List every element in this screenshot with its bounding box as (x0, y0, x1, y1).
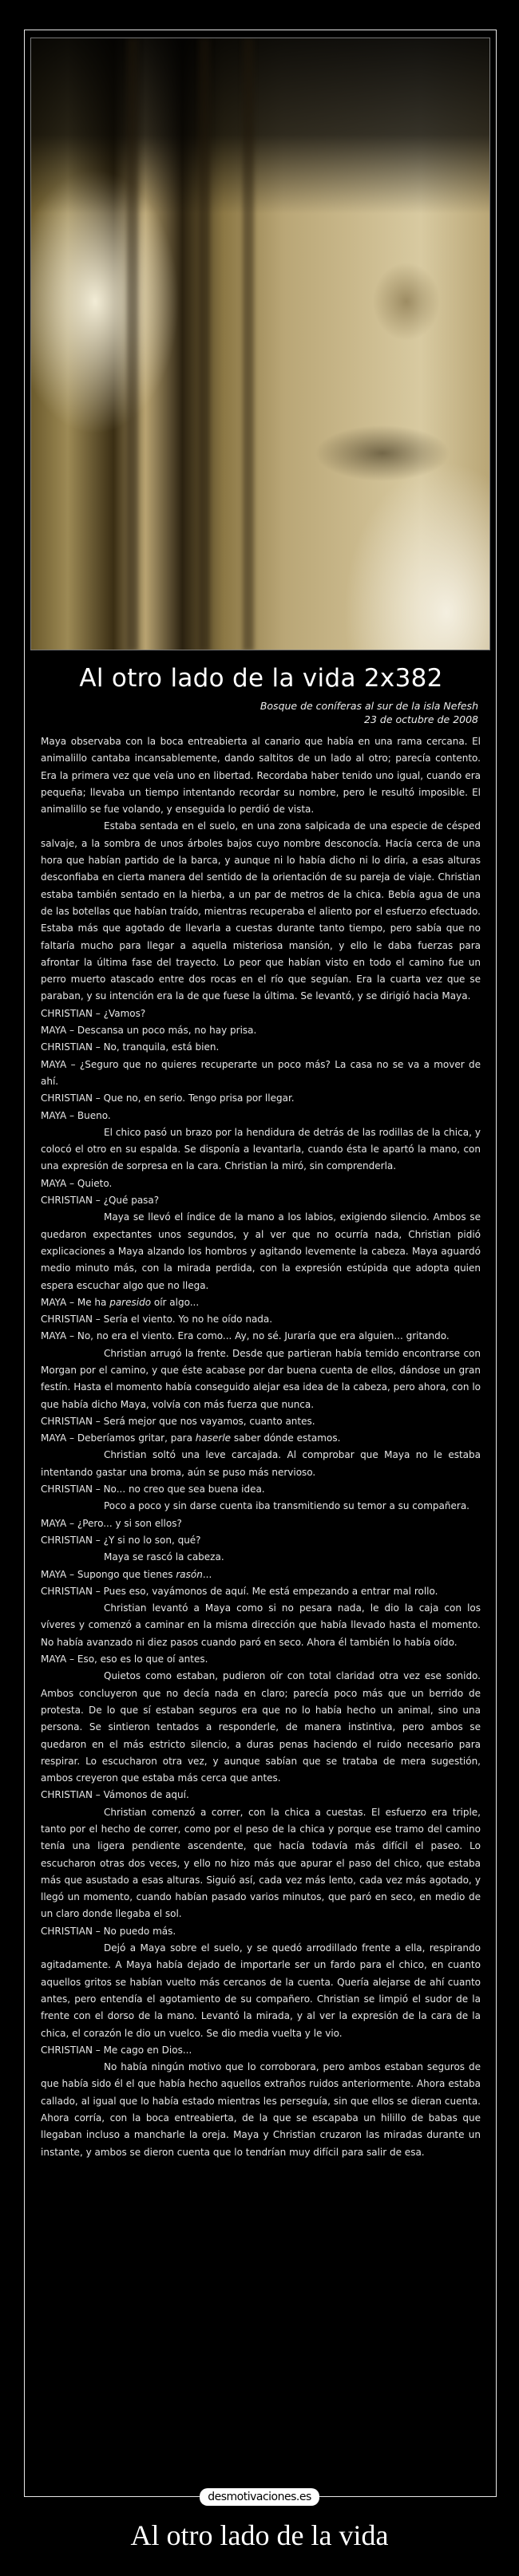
story-paragraph: El chico pasó un brazo por la hendidura de detrás de las rodillas de la chica, y colocó el otro en su espalda. Se disponía a levantarla, cuando ésta le apartó la mano, con una expresión de sorpresa en la cara. Christian la miró, sin comprenderla. (41, 1126, 481, 1172)
emphasis-word: paresido (109, 1296, 152, 1308)
photo-shadow (31, 38, 489, 214)
story-paragraph: Christian soltó una leve carcajada. Al comprobar que Maya no le estaba intentando gastar una broma, aún se puso más nervioso. (41, 1449, 481, 1478)
story-paragraph: CHRISTIAN – ¿Y si no lo son, qué? (41, 1534, 201, 1546)
story-paragraph: CHRISTIAN – Pues eso, vayámonos de aquí. Me está empezando a entrar mal rollo. (41, 1585, 438, 1597)
story-paragraph: MAYA – ¿Seguro que no quieres recuperarte un poco más? La casa no se va a mover de ahí. (41, 1058, 481, 1087)
story-paragraph: CHRISTIAN – Me cago en Dios... (41, 2044, 192, 2056)
story-paragraph: Christian comenzó a correr, con la chica a cuestas. El esfuerzo era triple, tanto por el hecho de correr, como por el peso de la chica y porque ese tramo del camino tenía una ligera pendiente ascendente, que hacía todavía más difícil el paseo. Lo escucharon otras dos veces, y ello no hizo más que apurar el paso del chico, que estaba más que asustado a esas alturas. Siguió así, cada vez más lento, cada vez más agotado, y llegó un momento, cuando habían pasado varios minutos, que paró en seco, en medio de un claro donde llegaba el sol. (41, 1806, 481, 1920)
story-paragraph: Dejó a Maya sobre el suelo, y se quedó arrodillado frente a ella, respirando agitadamente. A Maya había dejado de importarle ser un fardo para el chico, en cuanto aquellos gritos se habían vuelto más cercanos de la cuenta. Quería alejarse de ahí cuanto antes, pero entendía el agotamiento de su compañero. Christian se limpió el sudor de la frente con el dorso de la mano. Levantó la mirada, y al ver la expresión de la cara de la chica, el corazón le dio un vuelco. Se dio media vuelta y le vio. (41, 1942, 481, 2039)
story-paragraph: Estaba sentada en el suelo, en una zona salpicada de una especie de césped salvaje, a la sombra de unos árboles bajos cuyo nombre desconocía. Hacía cerca de una hora que habían partido de la barca, y aunque ni lo había dicho ni lo diría, a esas alturas desconfiaba en cierta manera del sentido de la orientación de su pareja de viaje. Christian estaba también sentado en la hierba, a un par de metros de la chica. Bebía agua de una de las botellas que habían traído, mientras recuperaba el aliento por el esfuerzo efectuado. Estaba más que agotado de llevarla a cuestas durante tanto tiempo, pero sabía que no faltaría mucho para llegar a aquella misteriosa mansión, y ello le daba fuerzas para afrontar la última fase del trayecto. Lo peor que habían visto en todo el camino fue un perro muerto atascado entre dos rocas en el río que seguían. Era la cuarta vez que se paraban, y su intención era la de que fuese la última. Se levantó, y se dirigió hacia Maya. (41, 820, 481, 1002)
site-watermark[interactable]: desmotivaciones.es (200, 2488, 319, 2506)
story-paragraph: CHRISTIAN – Será mejor que nos vayamos, cuanto antes. (41, 1415, 315, 1427)
story-paragraph: CHRISTIAN – No puedo más. (41, 1925, 176, 1937)
story-paragraph: MAYA – No, no era el viento. Era como... Ay, no sé. Juraría que era alguien... gritando. (41, 1330, 450, 1342)
story-paragraph: MAYA – Supongo que tienes rasón... (41, 1568, 212, 1580)
story-paragraph: Maya observaba con la boca entreabierta al canario que había en una rama cercana. El animalillo cantaba incansablemente, dando saltitos de un lado al otro; parecía contento. Era la primera vez que veía uno en libertad. Recordaba haber tenido uno igual, cuando era pequeña; llevaba un tiempo intentando recordar su nombre, pero le resultó imposible. El animalillo se fue volando, y enseguida lo perdió de vista. (41, 736, 481, 816)
hair-strand (127, 38, 138, 650)
caption-title: Al otro lado de la vida (130, 2519, 389, 2551)
emphasis-word: rasón (176, 1568, 203, 1580)
hair-strand (199, 38, 210, 650)
story-paragraph: Poco a poco y sin darse cuenta iba transmitiendo su temor a su compañera. (104, 1500, 469, 1512)
emphasis-word: haserle (195, 1432, 232, 1444)
story-paragraph: CHRISTIAN – Sería el viento. Yo no he oído nada. (41, 1314, 273, 1326)
story-paragraph: No había ningún motivo que lo corroborara, pero ambos estaban seguros de que había sido él el que había hecho aquellos extraños ruidos anteriormente. Ahora estaba callado, al igual que lo había estado mientras les perseguía, sin que ellos se dieran cuenta. Ahora corría, con la boca entreabierta, de la que se escapaba un hilillo de babas que llegaban incluso a mancharle la oreja. Maya y Christian cruzaron las miradas durante un instante, y ambos se dieron cuenta que lo tendrían muy difícil para salir de esa. (41, 2061, 481, 2158)
story-paragraph: MAYA – Bueno. (41, 1109, 111, 1121)
story-paragraph: MAYA – ¿Pero... y si son ellos? (41, 1517, 182, 1529)
story-paragraph: CHRISTIAN – ¿Qué pasa? (41, 1195, 160, 1207)
story-paragraph: Christian arrugó la frente. Desde que partieran había temido encontrarse con Morgan por el camino, y que éste acabase por dar buena cuenta de ellos, dándose un gran festín. Hasta el momento había conseguido alejar esa idea de la cabeza, pero ahora, con lo que había dicho Maya, volvía con más fuerza que nunca. (41, 1347, 481, 1410)
story-paragraph: MAYA – Me ha paresido oír algo... (41, 1296, 200, 1308)
story-paragraph: Maya se llevó el índice de la mano a los labios, exigiendo silencio. Ambos se quedaron expectantes unos segundos, y al ver que no ocurría nada, Christian pidió explicaciones a Maya alzando los hombros y agitando levemente la cabeza. Maya aguardó medio minuto más, con la mirada perdida, con la expresión estúpida que adopta quien espera escuchar algo que no llega. (41, 1211, 481, 1291)
story-paragraph: CHRISTIAN – Que no, en serio. Tengo prisa por llegar. (41, 1092, 295, 1104)
hair-strand (243, 38, 254, 650)
story-paragraph: MAYA – Descansa un poco más, no hay prisa. (41, 1025, 257, 1037)
story-paragraph: CHRISTIAN – No, tranquila, está bien. (41, 1041, 220, 1053)
story-paragraph: MAYA – Deberíamos gritar, para haserle saber dónde estamos. (41, 1432, 341, 1444)
location-line: Bosque de coníferas al sur de la isla Nefesh (260, 700, 478, 712)
story-paragraph: CHRISTIAN – No... no creo que sea buena idea. (41, 1484, 265, 1495)
story-paragraph: CHRISTIAN – Vámonos de aquí. (41, 1789, 189, 1801)
story-paragraph: Maya se rascó la cabeza. (104, 1551, 224, 1563)
poster-frame (24, 30, 497, 2497)
story-paragraph: Quietos como estaban, pudieron oír con total claridad otra vez ese sonido. Ambos concluyeron que no decía nada en claro; parecía poco más que un berrido de protesta. De lo que sí estaban seguros era que no lo había hecho un animal, sino una persona. Se sintieron tentados a responderle, de manera instintiva, pero ambos se quedaron en el más estricto silencio, a duras penas haciendo el ruido necesario para respirar. Lo escucharon otra vez, y aunque sabían que se trataba de mera sugestión, ambos creyeron que estaba más cerca que antes. (41, 1670, 481, 1784)
poster-subtitle (260, 699, 478, 726)
poster-photo (30, 38, 490, 650)
date-line: 23 de octubre de 2008 (364, 713, 478, 725)
story-paragraph: MAYA – Quieto. (41, 1177, 113, 1189)
story-text (41, 733, 481, 2161)
story-paragraph: MAYA – Eso, eso es lo que oí antes. (41, 1653, 208, 1665)
story-paragraph: CHRISTIAN – ¿Vamos? (41, 1007, 146, 1019)
poster-title: Al otro lado de la vida 2x382 (79, 664, 443, 693)
story-paragraph: Christian levantó a Maya como si no pesara nada, le dio la caja con los víveres y comenzó a caminar en la misma dirección que había llevado hasta el momento. No había avanzado ni diez pasos cuando paró en seco. Ahora él también lo había oído. (41, 1602, 481, 1648)
